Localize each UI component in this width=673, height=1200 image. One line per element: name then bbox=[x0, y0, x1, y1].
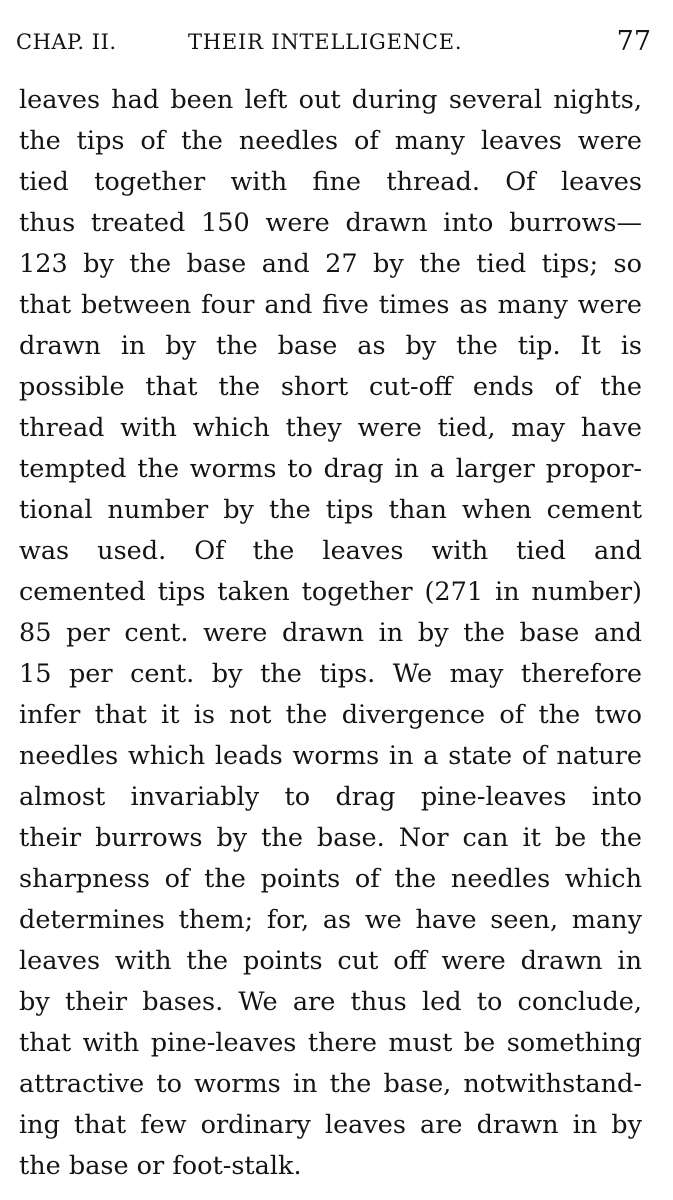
text-line: almost invariably to drag pine-leaves into bbox=[19, 782, 642, 812]
text-line: tied together with fine thread. Of leaves bbox=[19, 167, 642, 197]
text-line: 123 by the base and 27 by the tied tips; so bbox=[19, 249, 642, 279]
text-line: that between four and five times as many were bbox=[19, 290, 642, 320]
running-title: THEIR INTELLIGENCE. bbox=[188, 30, 463, 54]
text-line: leaves with the points cut off were drawn in bbox=[19, 946, 642, 976]
text-line: thus treated 150 were drawn into burrows— bbox=[19, 208, 642, 238]
page-number: 77 bbox=[616, 26, 651, 57]
text-line: possible that the short cut-off ends of the bbox=[19, 372, 642, 402]
chapter-label: CHAP. II. bbox=[16, 30, 117, 54]
text-line: cemented tips taken together (271 in number) bbox=[19, 577, 642, 607]
text-line: the tips of the needles of many leaves were bbox=[19, 126, 642, 156]
text-line: tional number by the tips than when cement bbox=[19, 495, 642, 525]
text-line: by their bases. We are thus led to conclude, bbox=[19, 987, 642, 1017]
text-line: leaves had been left out during several nights, bbox=[19, 85, 642, 115]
text-line: tempted the worms to drag in a larger propor- bbox=[19, 454, 642, 484]
text-line: infer that it is not the divergence of the two bbox=[19, 700, 642, 730]
text-line: 15 per cent. by the tips. We may therefore bbox=[19, 659, 642, 689]
text-line-last: the base or foot-stalk. bbox=[19, 1151, 302, 1181]
text-line: determines them; for, as we have seen, many bbox=[19, 905, 642, 935]
text-line: thread with which they were tied, may have bbox=[19, 413, 642, 443]
text-line: sharpness of the points of the needles which bbox=[19, 864, 642, 894]
text-line: attractive to worms in the base, notwithstand- bbox=[19, 1069, 642, 1099]
text-line: drawn in by the base as by the tip. It is bbox=[19, 331, 642, 361]
text-line: 85 per cent. were drawn in by the base and bbox=[19, 618, 642, 648]
text-line: that with pine-leaves there must be something bbox=[19, 1028, 642, 1058]
running-head bbox=[16, 26, 651, 62]
text-line: their burrows by the base. Nor can it be the bbox=[19, 823, 642, 853]
text-line: was used. Of the leaves with tied and bbox=[19, 536, 642, 566]
text-line: needles which leads worms in a state of nature bbox=[19, 741, 642, 771]
text-line: ing that few ordinary leaves are drawn in by bbox=[19, 1110, 642, 1140]
body-paragraph bbox=[19, 80, 642, 1187]
